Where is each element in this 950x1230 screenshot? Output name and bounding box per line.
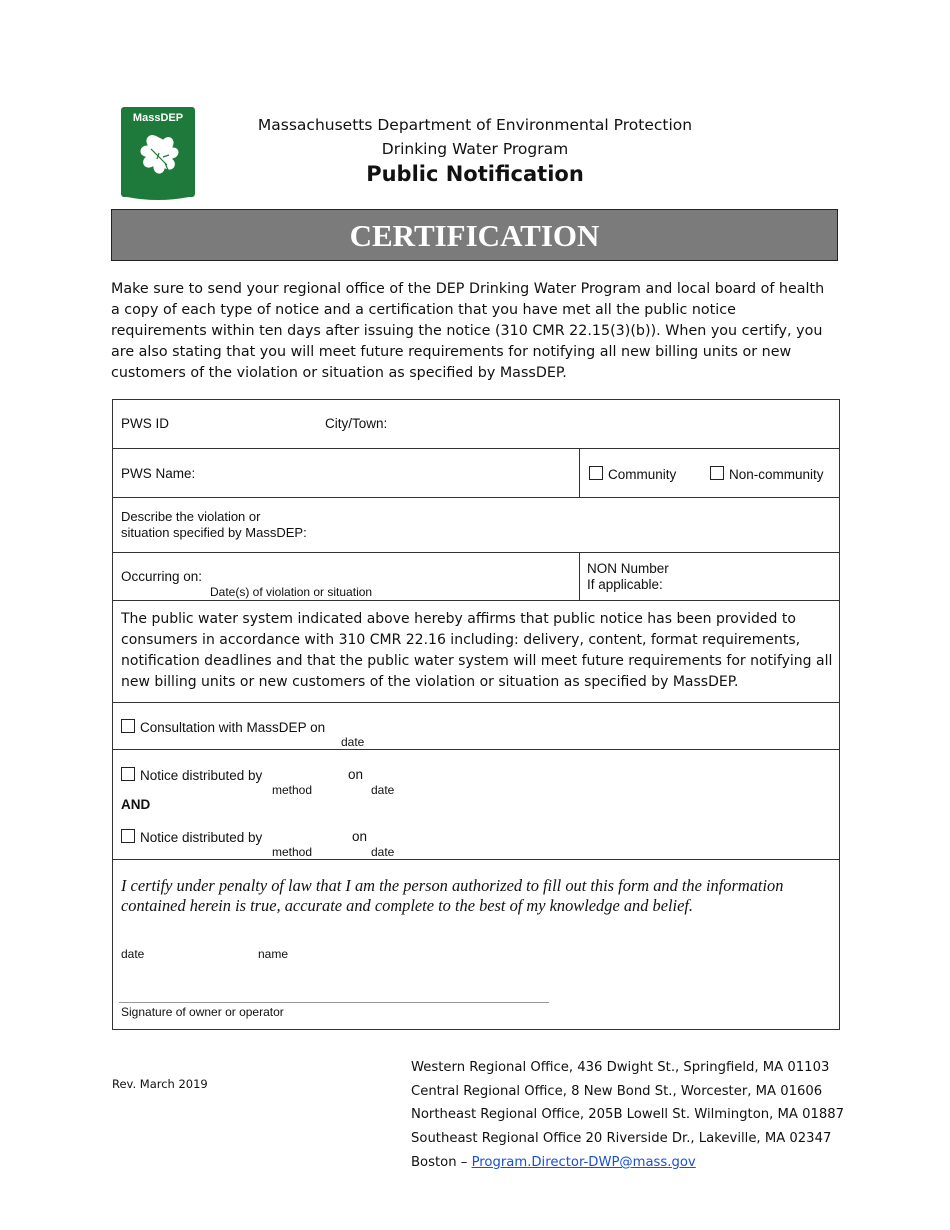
certify-statement: I certify under penalty of law that I am the person authorized to fill out this form and the information contained herein is true, accurate and complete to the best of my knowledge and belief. <box>121 876 784 915</box>
intro-paragraph: Make sure to send your regional office of the DEP Drinking Water Program and local board of health a copy of each type of notice and a certification that you have met all the public notice requirements within ten days after issuing the notice (310 CMR 22.15(3)(b)). When you certify, you are also stating that you will meet future requirements for notifying all new billing units or new customers of the violation or situation as specified by MassDEP. <box>111 281 825 381</box>
svg-text:MassDEP: MassDEP <box>132 112 184 124</box>
form-divider <box>112 702 839 703</box>
signature-label: Signature of owner or operator <box>121 1005 284 1019</box>
notice-on-label-1: on <box>348 767 364 782</box>
noncommunity-label: Non-community <box>729 467 824 482</box>
office-address: Northeast Regional Office, 205B Lowell St. Wilmington, MA 01887 <box>411 1107 845 1122</box>
boston-email-link[interactable]: Program.Director-DWP@mass.gov <box>471 1155 696 1170</box>
notice-label-1: Notice distributed by <box>140 768 263 783</box>
page-title: Public Notification <box>366 162 584 186</box>
form-divider <box>112 749 839 750</box>
consultation-option[interactable] <box>121 719 325 735</box>
notice-label-2: Notice distributed by <box>140 830 263 845</box>
noncommunity-option[interactable] <box>710 466 824 482</box>
notice-method-label-2: method <box>272 845 313 859</box>
noncommunity-checkbox[interactable] <box>710 466 724 480</box>
non-number-label: NON Number <box>587 561 669 576</box>
program-name: Drinking Water Program <box>381 140 569 158</box>
occurring-label: Occurring on: <box>121 569 203 584</box>
form-divider <box>112 552 839 553</box>
consultation-label: Consultation with MassDEP on <box>140 720 326 735</box>
and-label: AND <box>121 797 151 812</box>
occurring-sublabel: Date(s) of violation or situation <box>210 585 373 599</box>
consultation-date-label: date <box>341 735 365 749</box>
form-divider <box>579 552 580 600</box>
city-town-label: City/Town: <box>325 416 388 431</box>
pws-id-label: PWS ID <box>121 416 170 431</box>
signature-line <box>119 1002 549 1003</box>
certification-banner: CERTIFICATION <box>111 209 838 261</box>
office-address: Southeast Regional Office 20 Riverside Dr., Lakeville, MA 02347 <box>411 1131 832 1146</box>
notice-option-1[interactable] <box>121 767 262 783</box>
form-divider <box>112 859 839 860</box>
describe-label-line1: Describe the violation or <box>121 509 261 524</box>
boston-contact <box>411 1155 851 1170</box>
community-checkbox[interactable] <box>589 466 603 480</box>
notice-method-label-1: method <box>272 783 313 797</box>
notice-checkbox-2[interactable] <box>121 829 135 843</box>
revision-date: Rev. March 2019 <box>112 1077 208 1091</box>
office-address: Western Regional Office, 436 Dwight St., Springfield, MA 01103 <box>411 1060 830 1075</box>
notice-on-label-2: on <box>352 829 368 844</box>
non-applicable-label: If applicable: <box>587 577 663 592</box>
community-label: Community <box>608 467 677 482</box>
consultation-checkbox[interactable] <box>121 719 135 733</box>
notice-date-label-2: date <box>371 845 395 859</box>
agency-name: Massachusetts Department of Environmental Protection <box>257 116 693 134</box>
affirmation-text: The public water system indicated above hereby affirms that public notice has been provided to consumers in accordance with 310 CMR 22.16 including: delivery, content, format requirements, notification deadlines and that the public water system will meet future requirements for notifying all new billing units or new customers of the violation or situation as specified by MassDEP. <box>121 611 833 690</box>
certification-form <box>112 399 840 1030</box>
office-address: Central Regional Office, 8 New Bond St., Worcester, MA 01606 <box>411 1084 823 1099</box>
form-divider <box>579 448 580 498</box>
signature-name-label: name <box>258 947 289 961</box>
signature-date-label: date <box>121 947 145 961</box>
boston-prefix: Boston – <box>411 1155 472 1170</box>
notice-option-2[interactable] <box>121 829 262 845</box>
describe-label-line2: situation specified by MassDEP: <box>121 525 307 540</box>
pws-name-label: PWS Name: <box>121 466 196 481</box>
form-divider <box>112 600 839 601</box>
notice-date-label-1: date <box>371 783 395 797</box>
notice-checkbox-1[interactable] <box>121 767 135 781</box>
community-option[interactable] <box>589 466 676 482</box>
form-divider <box>112 497 839 498</box>
form-divider <box>112 448 839 449</box>
